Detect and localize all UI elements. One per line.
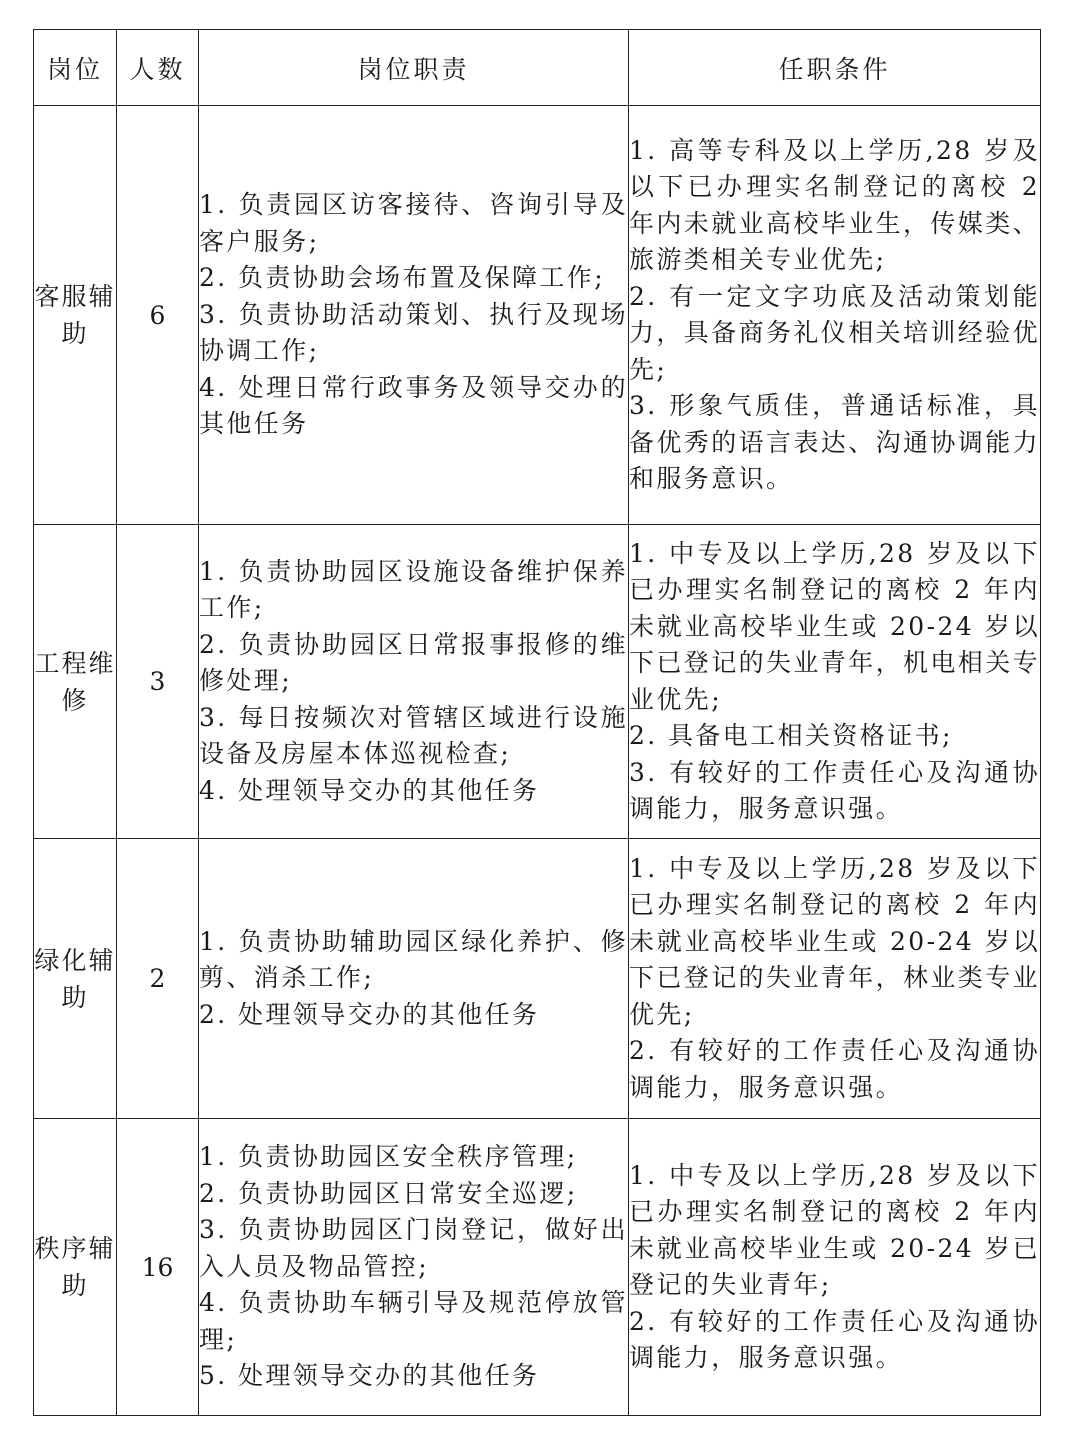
duty-item: 3. 负责协助活动策划、执行及现场协调工作;	[199, 299, 628, 366]
table-row	[34, 525, 1041, 839]
duty-item: 3. 负责协助园区门岗登记，做好出入人员及物品管控;	[199, 1215, 628, 1281]
duties-cell	[199, 525, 629, 839]
duty-item: 4. 负责协助车辆引导及规范停放管理;	[199, 1288, 628, 1354]
requirement-item: 2. 具备电工相关资格证书;	[629, 721, 953, 750]
requirement-item: 3. 形象气质佳，普通话标准，具备优秀的语言表达、沟通协调能力和服务意识。	[629, 391, 1041, 493]
table-header-row	[34, 30, 1041, 106]
duty-item: 4. 处理日常行政事务及领导交办的其他任务	[199, 372, 628, 439]
count-cell: 16	[117, 1119, 199, 1416]
requirements-cell	[629, 839, 1041, 1119]
position-cell: 客服辅助	[34, 106, 117, 525]
duty-item: 3. 每日按频次对管辖区域进行设施设备及房屋本体巡视检查;	[199, 702, 628, 769]
duty-item: 1. 负责园区访客接待、咨询引导及客户服务;	[199, 190, 628, 256]
count-cell: 2	[117, 839, 199, 1119]
duties-cell	[199, 839, 629, 1119]
requirements-cell	[629, 106, 1041, 525]
table-row	[34, 106, 1041, 525]
table-row	[34, 1119, 1041, 1416]
requirement-item: 1. 中专及以上学历,28 岁及以下已办理实名制登记的离校 2 年内未就业高校毕业生或 20-24 岁以下已登记的失业青年，机电相关专业优先;	[629, 538, 1041, 714]
requirements-cell	[629, 1119, 1041, 1416]
requirement-item: 1. 中专及以上学历,28 岁及以下已办理实名制登记的离校 2 年内未就业高校毕业生或 20-24 岁已登记的失业青年;	[629, 1160, 1040, 1299]
position-cell: 绿化辅助	[34, 839, 117, 1119]
position-cell: 工程维修	[34, 525, 117, 839]
duties-cell	[199, 1119, 629, 1416]
requirement-item: 2. 有较好的工作责任心及沟通协调能力，服务意识强。	[629, 1036, 1040, 1102]
duty-item: 1. 负责协助园区安全秩序管理;	[199, 1142, 578, 1172]
count-cell: 3	[117, 525, 199, 839]
header-duties: 岗位职责	[199, 30, 629, 106]
requirement-item: 2. 有较好的工作责任心及沟通协调能力，服务意识强。	[629, 1306, 1040, 1372]
header-position: 岗位	[34, 30, 117, 106]
duty-item: 5. 处理领导交办的其他任务	[199, 1361, 540, 1391]
duty-item: 2. 负责协助园区日常报事报修的维修处理;	[199, 629, 628, 696]
job-positions-table	[33, 29, 1041, 1416]
count-cell: 6	[117, 106, 199, 525]
duty-item: 2. 负责协助会场布置及保障工作;	[199, 263, 606, 293]
table-row	[34, 839, 1041, 1119]
header-count: 人数	[117, 30, 199, 106]
requirement-item: 1. 中专及以上学历,28 岁及以下已办理实名制登记的离校 2 年内未就业高校毕业生或 20-24 岁以下已登记的失业青年，林业类专业优先;	[629, 853, 1041, 1029]
duty-item: 1. 负责协助辅助园区绿化养护、修剪、消杀工作;	[199, 926, 628, 993]
duty-item: 2. 处理领导交办的其他任务	[199, 999, 540, 1029]
requirements-cell	[629, 525, 1041, 839]
requirement-item: 2. 有一定文字功底及活动策划能力，具备商务礼仪相关培训经验优先;	[629, 281, 1041, 384]
header-requirements: 任职条件	[629, 30, 1041, 106]
duty-item: 2. 负责协助园区日常安全巡逻;	[199, 1178, 578, 1208]
requirement-item: 1. 高等专科及以上学历,28 岁及以下已办理实名制登记的离校 2 年内未就业高校毕业生，传媒类、旅游类相关专业优先;	[629, 135, 1041, 274]
duty-item: 1. 负责协助园区设施设备维护保养工作;	[199, 556, 628, 623]
duties-cell	[199, 106, 629, 525]
duty-item: 4. 处理领导交办的其他任务	[199, 775, 540, 805]
requirement-item: 3. 有较好的工作责任心及沟通协调能力，服务意识强。	[629, 757, 1040, 823]
position-cell: 秩序辅助	[34, 1119, 117, 1416]
